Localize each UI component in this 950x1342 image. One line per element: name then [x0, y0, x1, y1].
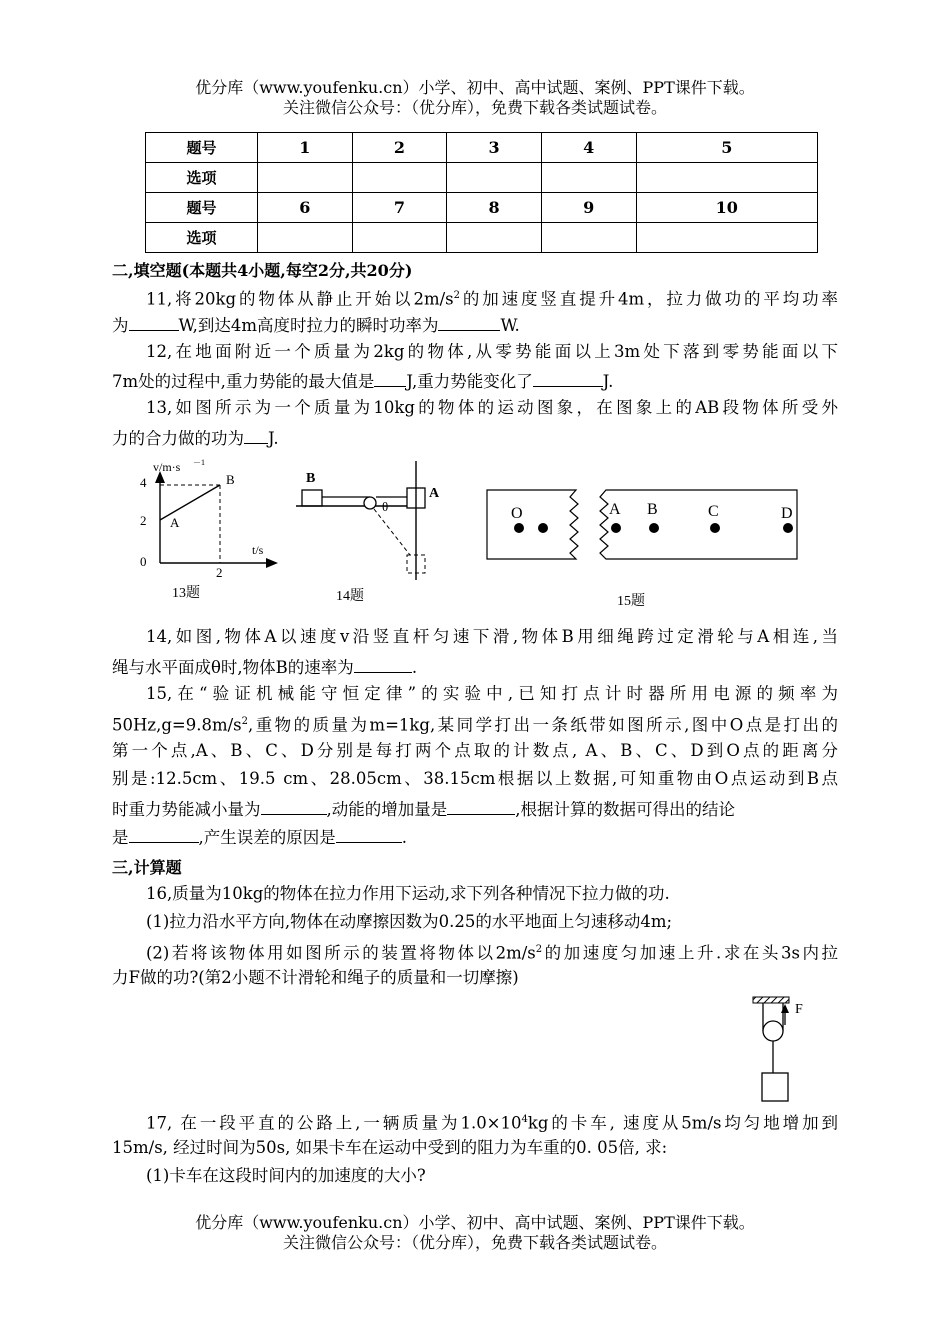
table-cell: 1 [258, 133, 353, 163]
table-cell: 6 [258, 193, 353, 223]
answer-blank[interactable] [261, 797, 327, 815]
question-16-line-4: 力F做的功?(第2小题不计滑轮和绳子的质量和一切摩擦) [112, 968, 519, 987]
figure-caption: 14题 [336, 589, 364, 604]
tape-dot [649, 523, 659, 533]
table-cell: 9 [541, 193, 636, 223]
point-b-label: B [647, 501, 658, 518]
section-heading: 三,计算题 [112, 858, 182, 877]
tick-label: 0 [140, 554, 147, 569]
y-axis-label: v/m·s [153, 460, 181, 474]
question-11-line-2: 为 W,到达4m高度时拉力的瞬时功率为 W. [112, 313, 838, 337]
force-label: F [795, 1002, 803, 1017]
point-o-label: O [511, 505, 523, 522]
pulley-system-diagram [745, 993, 825, 1105]
section-heading: 二,填空题(本题共4小题,每空2分,共20分) [112, 261, 413, 280]
tape-dot [611, 523, 621, 533]
pulley-icon [763, 1021, 783, 1041]
answer-blank[interactable] [336, 825, 402, 843]
answer-cell[interactable] [352, 223, 447, 253]
row-label: 选项 [146, 163, 258, 193]
pulley-rod-diagram [296, 461, 440, 604]
header-line-1: 优分库（www.youfenku.cn）小学、初中、高中试题、案例、PPT课件下载。 [195, 78, 755, 97]
paper-tape-diagram [487, 490, 797, 609]
answer-blank[interactable] [447, 797, 515, 815]
table-cell: 4 [541, 133, 636, 163]
question-13-line-2: 力的合力做的功为 J. [112, 426, 838, 450]
answer-blank[interactable] [354, 655, 412, 673]
question-16-line-1: 16,质量为10kg的物体在拉力作用下运动,求下列各种情况下拉力做的功. [146, 884, 670, 903]
answer-cell[interactable] [541, 163, 636, 193]
question-15-line-1: 15,在“验证机械能守恒定律”的实验中,已知打点计时器所用电源的频率为 [146, 684, 838, 703]
force-arrow-icon [781, 1004, 789, 1013]
tape-dot [783, 523, 793, 533]
question-15-line-2: $50Hz,g=9.8m/s^2$,重物的质量为m=1kg,某同学打出一条纸带如图所示,图中O点是打出的 [112, 715, 838, 735]
question-11-line-1: 11,将20kg的物体从静止开始以$2m/s^2$的加速度竖直提升4m，拉力做功的平均功率 [146, 289, 838, 309]
answer-cell[interactable] [258, 223, 353, 253]
question-15-line-4: 别是:12.5cm、19.5 cm、28.05cm、38.15cm根据以上数据,可知重物由O点运动到B点 [112, 769, 838, 788]
answer-blank[interactable] [438, 313, 500, 331]
answer-blank[interactable] [533, 369, 603, 387]
table-row [146, 163, 818, 193]
page-header [0, 78, 950, 118]
question-15-line-3: 第一个点,A、B、C、D分别是每打两个点取的计数点, A、B、C、D到O点的距离分 [112, 741, 838, 760]
page-footer [0, 1213, 950, 1253]
question-17-line-3: (1)卡车在这段时间内的加速度的大小? [146, 1166, 426, 1185]
answer-table [145, 132, 818, 253]
point-a-label: A [170, 515, 180, 530]
answer-cell[interactable] [352, 163, 447, 193]
row-label: 题号 [146, 133, 258, 163]
answer-cell[interactable] [258, 163, 353, 193]
question-16-line-2: (1)拉力沿水平方向,物体在动摩擦因数为0.25的水平地面上匀速移动4m; [146, 912, 673, 931]
answer-blank[interactable] [244, 426, 268, 444]
block-b-label: B [306, 471, 316, 486]
answer-cell[interactable] [636, 223, 817, 253]
tick-label: 2 [216, 565, 223, 580]
answer-cell[interactable] [447, 223, 542, 253]
figure-caption: 13题 [172, 586, 200, 601]
answer-blank[interactable] [374, 369, 406, 387]
y-axis-exponent: －1 [193, 458, 205, 467]
answer-blank[interactable] [129, 313, 179, 331]
x-axis-label: t/s [252, 543, 264, 557]
table-cell: 10 [636, 193, 817, 223]
table-cell: 8 [447, 193, 542, 223]
table-row [146, 133, 818, 163]
question-17-line-2: 15m/s, 经过时间为50s, 如果卡车在运动中受到的阻力为车重的0. 05倍, 求: [112, 1138, 668, 1157]
footer-line-2: 关注微信公众号：（优分库），免费下载各类试题试卷。 [282, 1233, 667, 1252]
tape-dot [710, 523, 720, 533]
tape-dot [514, 523, 524, 533]
table-row [146, 193, 818, 223]
figure-caption: 15题 [617, 594, 645, 609]
table-cell: 2 [352, 133, 447, 163]
pulley-icon [364, 497, 376, 509]
table-cell: 5 [636, 133, 817, 163]
graph-segment-ab [160, 485, 220, 520]
ceiling-mount [753, 997, 789, 1003]
tape-left [487, 490, 578, 559]
answer-cell[interactable] [636, 163, 817, 193]
question-13-line-1: 13,如图所示为一个质量为10kg的物体的运动图象，在图象上的AB段物体所受外 [146, 398, 838, 417]
footer-line-1: 优分库（www.youfenku.cn）小学、初中、高中试题、案例、PPT课件下载。 [195, 1213, 755, 1232]
point-c-label: C [708, 503, 719, 520]
tick-label: 2 [140, 513, 147, 528]
answer-cell[interactable] [447, 163, 542, 193]
answer-blank[interactable] [129, 825, 199, 843]
question-14-line-1: 14,如图,物体A以速度v沿竖直杆匀速下滑,物体B用细绳跨过定滑轮与A相连,当 [146, 627, 838, 646]
point-a-label: A [609, 501, 621, 518]
point-d-label: D [781, 505, 793, 522]
point-b-label: B [226, 472, 235, 487]
tape-dot [538, 523, 548, 533]
question-16-line-3: (2)若将该物体用如图所示的装置将物体以$2m/s^2$的加速度匀加速上升.求在头3s内拉 [146, 943, 838, 963]
question-14-line-2: 绳与水平面成θ时,物体B的速率为 . [112, 655, 838, 679]
row-label: 题号 [146, 193, 258, 223]
block-b [302, 490, 322, 506]
table-cell: 3 [447, 133, 542, 163]
hanging-block [762, 1073, 788, 1101]
question-12-line-2: 7m处的过程中,重力势能的最大值是 J,重力势能变化了 J. [112, 369, 838, 393]
header-line-2: 关注微信公众号：（优分库），免费下载各类试题试卷。 [282, 98, 667, 117]
theta-label: θ [382, 499, 389, 514]
x-axis-arrow-icon [266, 558, 278, 568]
figures-row [120, 455, 840, 615]
question-17-line-1: 17, 在一段平直的公路上,一辆质量为$1.0\times 10^4kg$的卡车, 速度从5m/s均匀地增加到 [146, 1113, 838, 1133]
question-12-line-1: 12,在地面附近一个质量为2kg的物体,从零势能面以上3m处下落到零势能面以下 [146, 342, 838, 361]
table-row [146, 223, 818, 253]
tape-right [600, 490, 797, 559]
question-15-line-5: 时重力势能减小量为 ,动能的增加量是 ,根据计算的数据可得出的结论 [112, 797, 838, 821]
question-15-line-6: 是 ,产生误差的原因是 . [112, 825, 838, 849]
answer-cell[interactable] [541, 223, 636, 253]
velocity-time-graph [140, 458, 278, 601]
row-label: 选项 [146, 223, 258, 253]
tick-label: 4 [140, 475, 147, 490]
block-a-label: A [429, 486, 440, 501]
table-cell: 7 [352, 193, 447, 223]
